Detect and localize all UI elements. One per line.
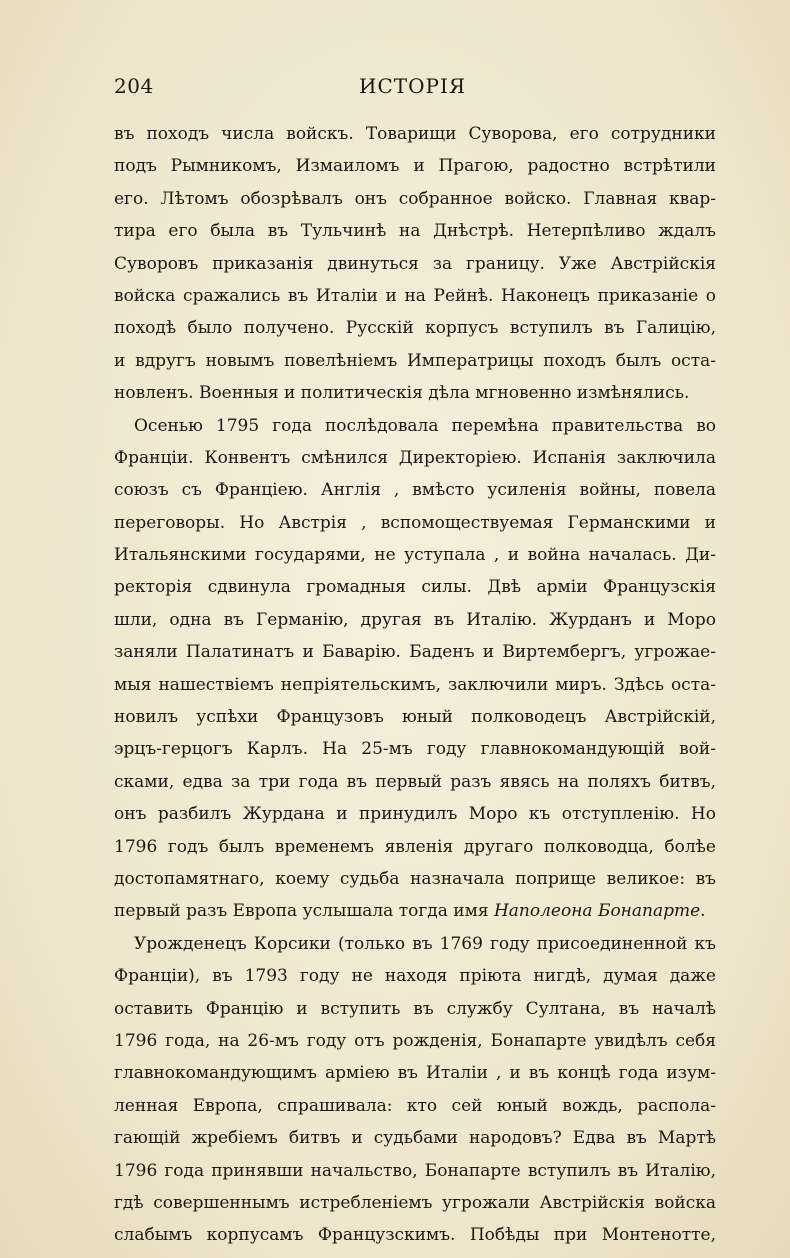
text-line: оставить Францію и вступить въ службу Султана, въ началѣ: [114, 998, 716, 1019]
text-line: мыя нашествіемъ непріятельскимъ, заключили миръ. Здѣсь оста-: [114, 674, 716, 695]
text-line: Осенью 1795 года послѣдовала перемѣна правительства во: [134, 415, 716, 436]
text-line: 1796 года, на 26-мъ году отъ рожденія, Бонапарте увидѣлъ себя: [114, 1030, 716, 1051]
running-title: ИСТОРІЯ: [359, 74, 466, 98]
text-line: онъ разбилъ Журдана и принудилъ Моро къ отступленію. Но: [114, 804, 716, 825]
text-line: 1796 года принявши начальство, Бонапарте вступилъ въ Италію,: [114, 1160, 716, 1181]
text-line: подъ Рымникомъ, Измаиломъ и Прагою, радостно встрѣтили: [114, 156, 716, 177]
paragraph-3: [114, 928, 716, 1252]
text-line: въ походъ числа войскъ. Товарищи Суворова, его сотрудники: [114, 124, 716, 144]
text-line: Суворовъ приказанія двинуться за границу. Уже Австрійскія: [114, 253, 716, 274]
text-line: войска сражались въ Италіи и на Рейнѣ. Наконецъ приказаніе о: [114, 285, 716, 306]
text-line-final: [114, 895, 716, 927]
text-line: Урожденецъ Корсики (только въ 1769 году присоединенной къ: [134, 933, 716, 954]
text-line: его. Лѣтомъ обозрѣвалъ онъ собранное войско. Главная квар-: [114, 188, 716, 209]
text-line: сками, едва за три года въ первый разъ явясь на поляхъ битвъ,: [114, 771, 716, 792]
text-segment: первый разъ Европа услышала тогда имя: [114, 901, 494, 922]
text-line: новилъ успѣхи Французовъ юный полководецъ Австрійскій,: [114, 707, 716, 728]
text-line: ректорія сдвинула громадныя силы. Двѣ арміи Французскія: [114, 577, 716, 598]
text-line: переговоры. Но Австрія , вспомоществуемая Германскими и: [114, 512, 716, 533]
text-line: шли, одна въ Германію, другая въ Италію. Журданъ и Моро: [114, 609, 716, 630]
text-line: Итальянскими государями, не уступала , и война началась. Ди-: [114, 545, 716, 566]
italic-name-napoleon: Наполеона Бонапарте: [493, 901, 701, 922]
text-line: и вдругъ новымъ повелѣніемъ Императрицы походъ былъ оста-: [114, 350, 716, 371]
page-header: [114, 72, 714, 106]
text-segment: .: [700, 901, 706, 922]
body-text: [114, 118, 716, 1252]
text-line: слабымъ корпусамъ Французскимъ. Побѣды при Монтенотте,: [114, 1225, 716, 1246]
page-number: 204: [114, 74, 154, 98]
text-line: новленъ. Военныя и политическія дѣла мгновенно измѣнялись.: [114, 383, 690, 404]
text-line: Франціи. Конвентъ смѣнился Директоріею. Испанія заключила: [114, 447, 716, 468]
text-line: тира его была въ Тульчинѣ на Днѣстрѣ. Нетерпѣливо ждалъ: [114, 221, 716, 242]
text-line: заняли Палатинатъ и Баварію. Баденъ и Виртембергъ, угрожае-: [114, 642, 716, 663]
text-line: гдѣ совершеннымъ истребленіемъ угрожали Австрійскія войска: [114, 1192, 716, 1213]
text-line: ленная Европа, спрашивала: кто сей юный вождь, распола-: [114, 1095, 716, 1116]
text-line: союзъ съ Франціею. Англія , вмѣсто усиленія войны, повела: [114, 480, 716, 501]
text-line: эрцъ-герцогъ Карлъ. На 25-мъ году главнокомандующій вой-: [114, 739, 716, 760]
paragraph-2: [114, 410, 716, 928]
paragraph-1: [114, 118, 716, 410]
text-line: 1796 годъ былъ временемъ явленія другаго полководца, болѣе: [114, 836, 716, 857]
text-line: гающій жребіемъ битвъ и судьбами народовъ? Едва въ Мартѣ: [114, 1128, 716, 1149]
text-line: главнокомандующимъ арміею въ Италіи , и въ концѣ года изум-: [114, 1063, 716, 1084]
text-line: достопамятнаго, коему судьба назначала поприще великое: въ: [114, 868, 716, 889]
text-line: походѣ было получено. Русскій корпусъ вступилъ въ Галицію,: [114, 318, 716, 339]
text-line: Франціи), въ 1793 году не находя пріюта нигдѣ, думая даже: [114, 966, 716, 987]
